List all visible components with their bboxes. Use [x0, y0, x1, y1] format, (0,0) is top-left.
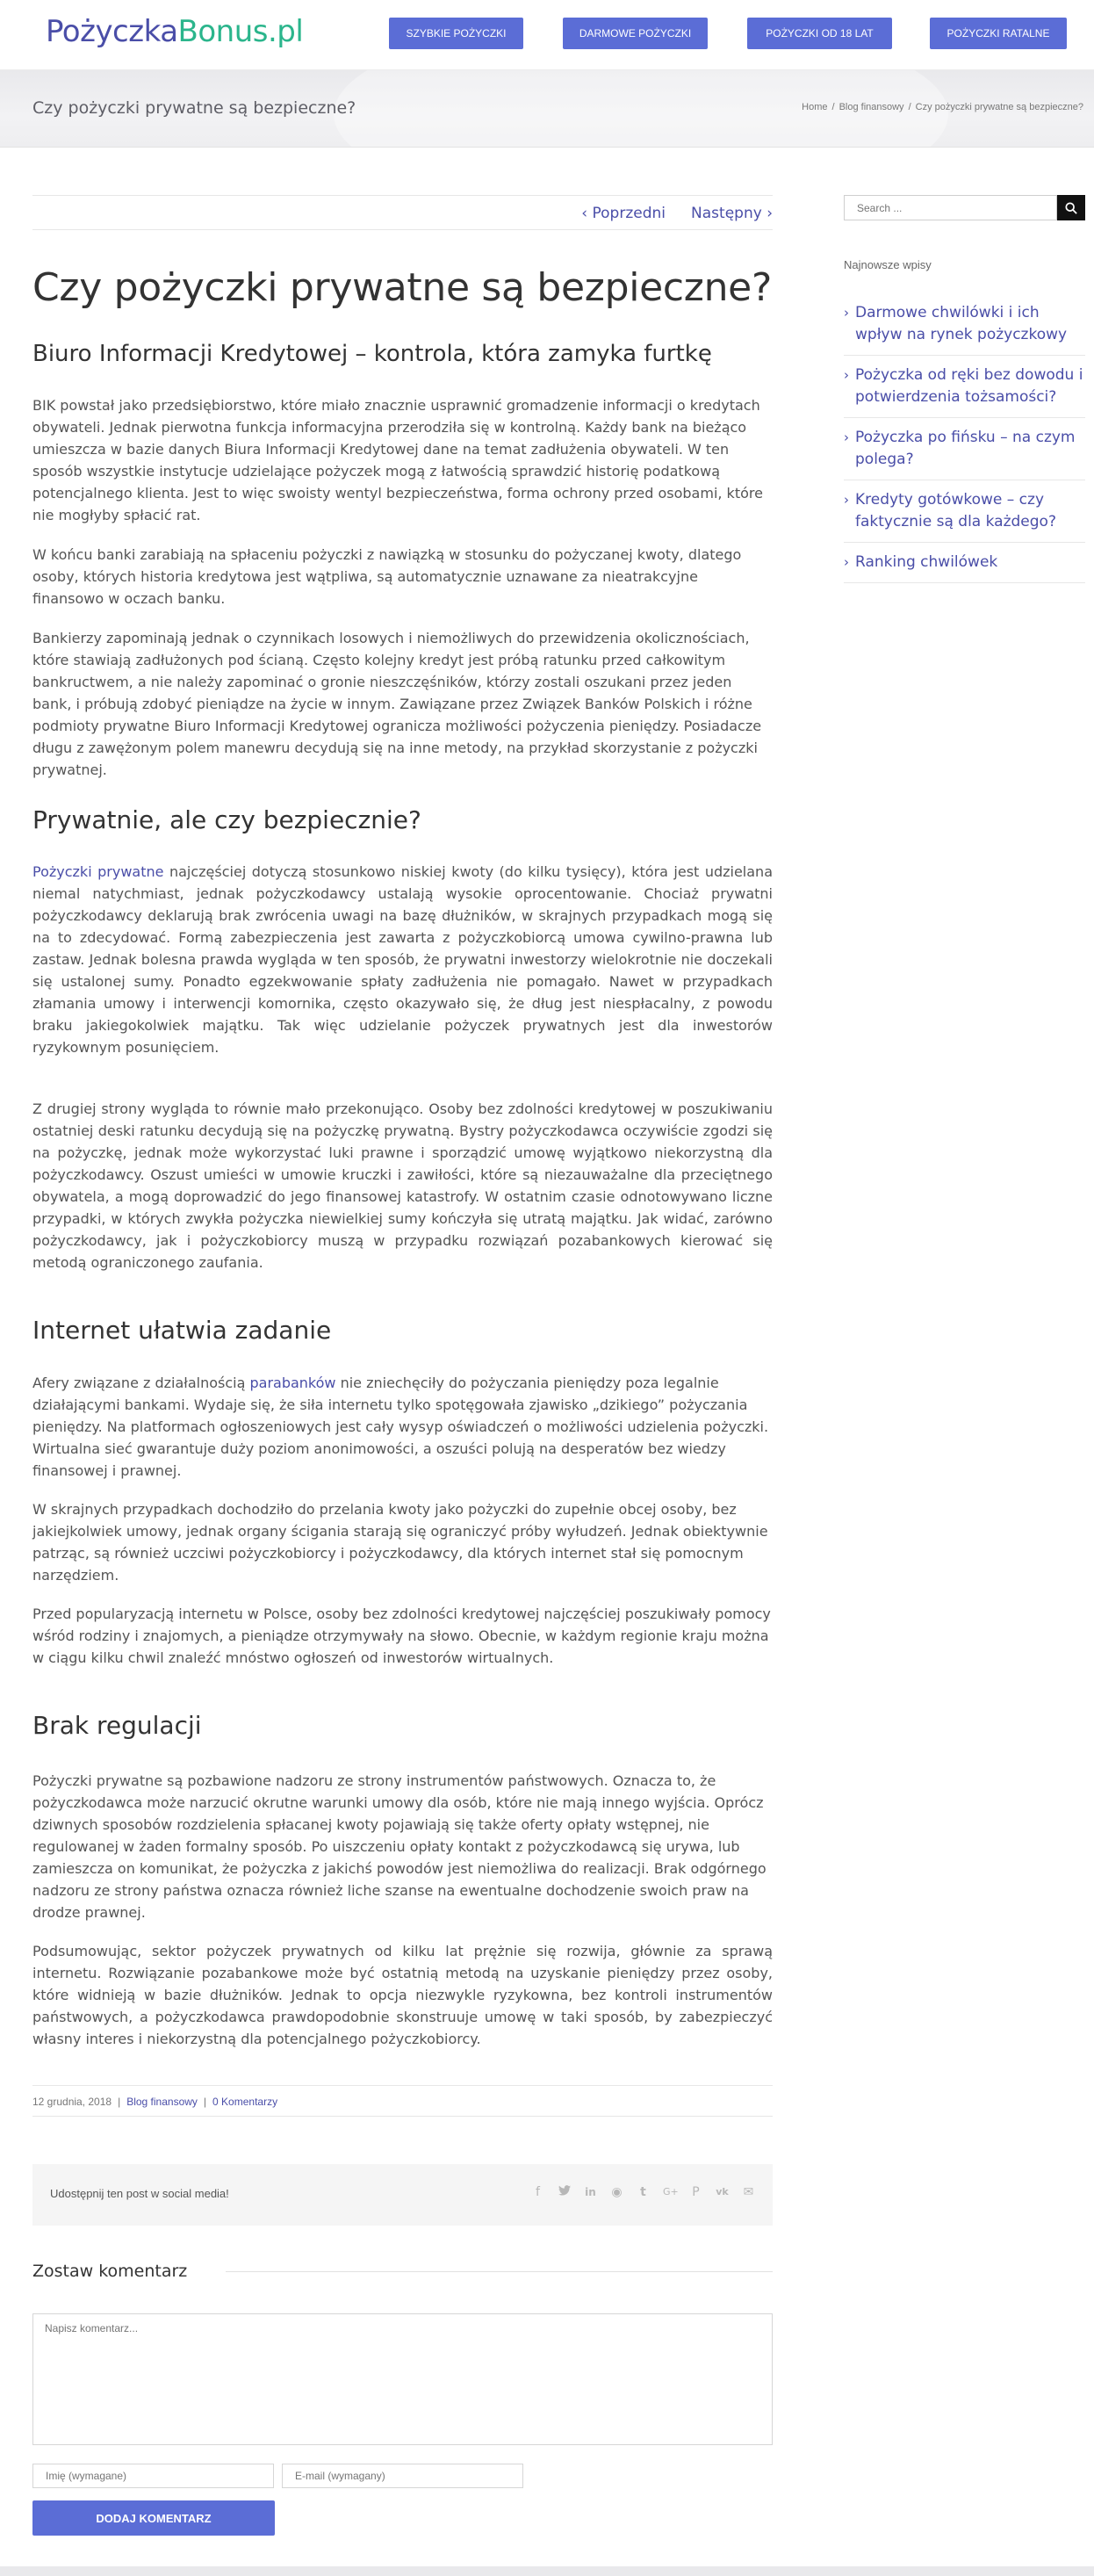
previous-post-link[interactable]: [581, 205, 666, 222]
chevron-left-icon: ‹: [581, 205, 593, 222]
previous-post-label: Poprzedni: [592, 205, 666, 222]
chevron-right-icon: ›: [844, 305, 849, 321]
site-header: [0, 0, 1094, 70]
section-heading: Prywatnie, ale czy bezpiecznie?: [32, 805, 421, 834]
nav-szybkie-pozyczki[interactable]: SZYBKIE POŻYCZKI: [389, 18, 523, 49]
recent-post-link[interactable]: Pożyczka od ręki bez dowodu i potwierdzenia tożsamości?: [855, 366, 1083, 406]
linkedin-icon[interactable]: in: [585, 2186, 596, 2198]
recent-post-link[interactable]: Pożyczka po fińsku – na czym polega?: [855, 429, 1076, 468]
email-icon[interactable]: ✉: [743, 2185, 754, 2199]
breadcrumb-separator: /: [908, 102, 911, 112]
page-title: Czy pożyczki prywatne są bezpieczne?: [32, 98, 356, 118]
paragraph: Podsumowując, sektor pożyczek prywatnych od kilku lat prężnie się rozwija, głównie za sprawą internetu. Rozwiązanie pozabankowe może być ostatnią metodą na uzyskanie pieniędzy przez osoby, które widnieją w bazie dłużników. Jednak to opcja niezwykle ryzykowna, bez kontroli instrumentów państwowych, a pożyczkodawca prawdopodobnie skonstruuje umowę w taki sposób, by zabezpieczyć własny interes i niekorzystną dla potencjalnego pożyczkobiorcy.: [32, 1943, 773, 2047]
post-title: Czy pożyczki prywatne są bezpieczne?: [32, 265, 773, 310]
post-subtitle: Biuro Informacji Kredytowej – kontrola, która zamyka furtkę: [32, 341, 712, 367]
chevron-right-icon: ›: [844, 492, 849, 508]
paragraph: Pożyczki prywatne są pozbawione nadzoru ze strony instrumentów państwowych. Oznacza to, że pożyczkodawca może narzucić okrutne warunki umowy dla osób, które nie mają innego wyjścia. Oprócz dziwnych sposobów rozdzielenia spłacanej kwoty pojawiają się także oferty opłaty wstępnej, nie regulowanej w żaden formalny sposób. Po uiszczeniu opłaty kontakt z pożyczkodawcą się urywa, lub zamieszcza on komunikat, że pożyczka z jakichś powodów jest niemożliwa do realizacji. Brak odgórnego nadzoru ze strony państwa oznacza również liche szanse na ewentualne dochodzenie swoich praw na drodze prawnej.: [32, 1772, 767, 1921]
search-icon: [1065, 202, 1077, 214]
meta-separator: |: [203, 2096, 207, 2108]
submit-comment-button[interactable]: DODAJ KOMENTARZ: [32, 2500, 275, 2536]
recent-post-item[interactable]: [844, 356, 1085, 418]
vk-icon[interactable]: vk: [716, 2186, 729, 2197]
section-heading: Internet ułatwia zadanie: [32, 1316, 332, 1345]
next-post-link[interactable]: [691, 205, 773, 222]
next-post-label: Następny: [691, 205, 762, 222]
logo-part-2: Bonus.pl: [177, 14, 304, 49]
share-text: Udostępnij ten post w social media!: [50, 2187, 229, 2200]
reddit-icon[interactable]: ◉: [611, 2185, 623, 2199]
tumblr-icon[interactable]: t: [640, 2185, 646, 2199]
divider: [226, 2271, 773, 2272]
share-box: [32, 2164, 773, 2226]
breadcrumb-current: Czy pożyczki prywatne są bezpieczne?: [915, 102, 1083, 112]
nav-pozyczki-ratalne[interactable]: POŻYCZKI RATALNE: [930, 18, 1067, 49]
post-meta: [32, 2085, 773, 2117]
recent-post-item[interactable]: [844, 418, 1085, 480]
pozyczki-prywatne-link[interactable]: Pożyczki prywatne: [32, 863, 164, 880]
paragraph-text: najczęściej dotyczą stosunkowo niskiej kwoty (do kilku tysięcy), która jest udzielana niemal natychmiast, jednak pożyczkodawcy ustalają wysokie oprocentowanie. Chociaż prywatni pożyczkodawcy deklarują brak zwrócenia uwagi na bazę dłużników, w skrajnych przypadkach mogą się na to zdecydować. Formą zabezpieczenia jest zawarta z pożyczkobiorcą umowa cywilno-prawna lub zastaw. Jednak bolesna prawda wygląda w ten sposób, że prywatni inwestorzy wielokrotnie nie doczekali się ustalonej sumy. Ponadto egzekwowanie spłaty zadłużenia nie pomagało. Nawet w przypadkach złamania umowy i interwencji komornika, często okazywało się, że dług jest niespłacalny, z powodu braku jakiegokolwiek majątku. Tak więc udzielanie pożyczek prywatnych jest dla inwestorów ryzykownym posunięciem.: [32, 863, 773, 1056]
recent-post-link[interactable]: Ranking chwilówek: [855, 553, 998, 571]
comment-form-title: Zostaw komentarz: [32, 2262, 188, 2281]
meta-separator: |: [118, 2096, 121, 2108]
recent-post-link[interactable]: Darmowe chwilówki i ich wpływ na rynek pożyczkowy: [855, 304, 1068, 343]
recent-post-item[interactable]: [844, 480, 1085, 543]
facebook-icon[interactable]: f: [536, 2185, 540, 2199]
section-heading: Brak regulacji: [32, 1711, 202, 1740]
pinterest-icon[interactable]: P: [692, 2185, 700, 2199]
paragraph-text: nie zniechęciły do pożyczania pieniędzy poza legalnie działającymi bankami. Wydaje się, że siła internetu tylko spotęgowała zjawisko „dzikiego” pożyczania pieniędzy. Na platformach ogłoszeniowych jest cały wysyp oświadczeń o możliwości udzielenia pożyczki. Wirtualna sieć gwarantuje duży poziom anonimowości, a oszuści polują na desperatów bez wiedzy finansowej i prawnej.: [32, 1375, 769, 1479]
paragraph-text: Afery związane z działalnością: [32, 1375, 250, 1391]
main-nav: [0, 18, 1094, 49]
chevron-right-icon: ›: [844, 367, 849, 383]
recent-posts-title: Najnowsze wpisy: [844, 258, 932, 271]
search-input[interactable]: [844, 195, 1057, 220]
chevron-right-icon: ›: [844, 429, 849, 445]
nav-pozyczki-od-18-lat[interactable]: POŻYCZKI OD 18 LAT: [747, 18, 892, 49]
page-title-bar: [0, 70, 1094, 148]
recent-post-item[interactable]: [844, 293, 1085, 356]
name-field[interactable]: [32, 2464, 274, 2488]
recent-posts-list: [844, 293, 1085, 583]
google-plus-icon[interactable]: G+: [663, 2186, 679, 2197]
post-navigation: [32, 195, 773, 230]
breadcrumb-category[interactable]: Blog finansowy: [838, 102, 904, 112]
post-comments-link[interactable]: 0 Komentarzy: [212, 2096, 278, 2108]
share-icons: [531, 2185, 755, 2199]
breadcrumb: [802, 102, 1083, 112]
paragraph: BIK powstał jako przedsiębiorstwo, które miało znacznie usprawnić gromadzenie informacji o kredytach obywateli. Jednak pierwotna funkcja informacyjna przerodziła się w kontrolną. Każdy bank na bieżąco umieszcza w bazie danych Biura Informacji Kredytowej dane na temat zadłużenia obywateli. W ten sposób wszystkie instytucje udzielające pożyczek mogą z łatwością sprawdzić historię podatkową potencjalnego klienta. Jest to więc swoisty wentyl bezpieczeństwa, forma ochrony przed osobami, które nie mogłyby spłacić rat.: [32, 397, 763, 523]
twitter-icon[interactable]: [558, 2185, 571, 2199]
nav-darmowe-pozyczki[interactable]: DARMOWE POŻYCZKI: [563, 18, 708, 49]
breadcrumb-home[interactable]: Home: [802, 102, 828, 112]
footer-strip: [0, 2566, 1094, 2576]
comment-textarea[interactable]: [32, 2313, 773, 2445]
paragraph: [32, 861, 773, 1058]
paragraph: Z drugiej strony wygląda to równie mało przekonująco. Osoby bez zdolności kredytowej w poszukiwaniu ostatniej deski ratunku decydują się na pożyczkę prywatną. Bystry pożyczkodawca oczywiście zgodzi się na pożyczkę, jednak może wykorzystać luki prawne i sporządzić umowę wyjątkowo niekorzystną dla pożyczkodawcy. Oszust umieści w umowie kruczki i zawiłości, które są niezauważalne dla przeciętnego obywatela, a mogą doprowadzić do jego finansowej katastrofy. W ostatnim czasie odnotowywano liczne przypadki, w których zwykła pożyczka niewielkiej sumy kończyła się utratą majątku. Jak widać, zarówno pożyczkodawcy, jak i pożyczkobiorcy muszą w przypadku rozwiązań pozabankowych kierować się metodą ograniczonego zaufania.: [32, 1100, 773, 1271]
post-date: 12 grudnia, 2018: [32, 2096, 112, 2108]
paragraph: [32, 1372, 773, 1482]
recent-post-item[interactable]: [844, 543, 1085, 583]
post-category-link[interactable]: Blog finansowy: [126, 2096, 198, 2108]
breadcrumb-separator: /: [831, 102, 835, 112]
email-field[interactable]: [282, 2464, 523, 2488]
chevron-right-icon: ›: [761, 205, 773, 222]
parabanki-link[interactable]: parabanków: [249, 1375, 336, 1391]
paragraph: Przed popularyzacją internetu w Polsce, osoby bez zdolności kredytowej najczęściej poszukiwały pomocy wśród rodziny i znajomych, a pieniądze otrzymywały na słowo. Obecnie, w każdym regionie kraju można w ciągu kilku chwil znaleźć mnóstwo ogłoszeń od inwestorów wirtualnych.: [32, 1605, 771, 1666]
recent-post-link[interactable]: Kredyty gotówkowe – czy faktycznie są dla każdego?: [855, 491, 1056, 530]
logo-part-1: Pożyczka: [46, 14, 178, 49]
paragraph: W końcu banki zarabiają na spłaceniu pożyczki z nawiązką w stosunku do pożyczanej kwoty, dlatego osoby, których historia kredytowa jest wątpliwa, są automatycznie uznawane za nieatrakcyjne finansowo w oczach banku.: [32, 546, 742, 607]
paragraph: W skrajnych przypadkach dochodziło do przelania kwoty jako pożyczki do zupełnie obcej osoby, bez jakiejkolwiek umowy, jednak organy ścigania starają się ograniczyć próby wyłudzeń. Jednak obiektywnie patrząc, są również uczciwi pożyczkobiorcy i pożyczkodawcy, dla których internet stał się pomocnym narzędziem.: [32, 1501, 768, 1584]
chevron-right-icon: ›: [844, 554, 849, 570]
paragraph: Bankierzy zapominają jednak o czynnikach losowych i niemożliwych do przewidzenia okolicznościach, które stawiają zadłużonych pod ścianą. Często kolejny kredyt jest próbą ratunku przed całkowitym bankructwem, a nie należy zapominać o gronie nieszczęśników, którzy zostali oszukani przez jeden bank, i próbują zdobyć pieniądze na życie w innym. Zawiązane przez Związek Banków Polskich i różne podmioty prywatne Biuro Informacji Kredytowej ogranicza możliwości pożyczenia pieniędzy. Posiadacze długu z zawężonym polem manewru decydują się na inne metody, na przykład skorzystanie z pożyczki prywatnej.: [32, 630, 762, 778]
search-button[interactable]: [1057, 195, 1085, 220]
